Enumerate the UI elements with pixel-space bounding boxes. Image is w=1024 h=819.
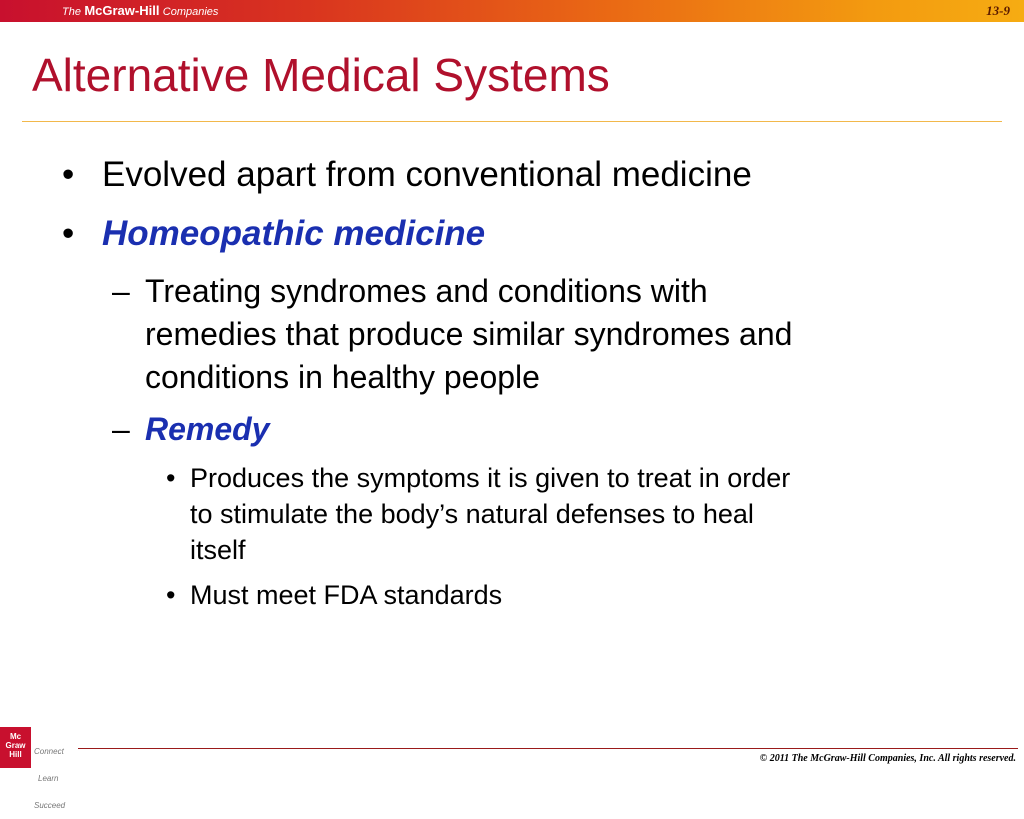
- brand-logo: [62, 3, 218, 18]
- bullet-text: Evolved apart from conventional medicine: [102, 155, 752, 194]
- sub-bullet-line: Treating syndromes and conditions with: [145, 273, 708, 309]
- bullet-text-emphasis: Homeopathic medicine: [102, 214, 486, 253]
- mcgraw-hill-logo: [0, 727, 31, 768]
- slide-title: Alternative Medical Systems: [32, 49, 610, 101]
- tagline-line: Learn: [38, 774, 59, 783]
- tagline-line: Succeed: [34, 801, 66, 810]
- slide-number: 13-9: [986, 3, 1010, 18]
- brand-companies: Companies: [162, 6, 219, 18]
- sub-sub-bullet-line: Produces the symptoms it is given to treat in order: [190, 463, 791, 493]
- sub-sub-bullet-line: itself: [190, 535, 246, 565]
- logo-text: Graw: [5, 741, 26, 750]
- tagline-line: Connect: [34, 747, 64, 756]
- copyright-notice: © 2011 The McGraw-Hill Companies, Inc. All rights reserved.: [759, 753, 1016, 764]
- title-divider: [22, 121, 1002, 122]
- dash-icon: –: [112, 273, 130, 309]
- bullet-dot-icon: •: [62, 155, 75, 194]
- logo-text: Hill: [9, 750, 22, 759]
- sub-sub-bullet-line: to stimulate the body’s natural defenses to heal: [190, 499, 754, 529]
- bullet-dot-icon: •: [62, 214, 75, 253]
- bullet-dot-icon: •: [166, 580, 176, 610]
- footer-divider: [78, 748, 1018, 749]
- sub-sub-bullet-line: Must meet FDA standards: [190, 580, 503, 610]
- bullet-dot-icon: •: [166, 463, 176, 493]
- sub-bullet-emphasis: Remedy: [145, 411, 270, 447]
- brand-the: The: [62, 6, 81, 18]
- sub-bullet-line: remedies that produce similar syndromes and: [145, 316, 793, 352]
- tagline: [34, 729, 65, 819]
- header-bar: [0, 0, 1024, 22]
- logo-text: Mc: [9, 732, 22, 741]
- sub-bullet-line: conditions in healthy people: [145, 359, 540, 395]
- brand-name: McGraw-Hill: [84, 3, 160, 18]
- dash-icon: –: [112, 411, 130, 447]
